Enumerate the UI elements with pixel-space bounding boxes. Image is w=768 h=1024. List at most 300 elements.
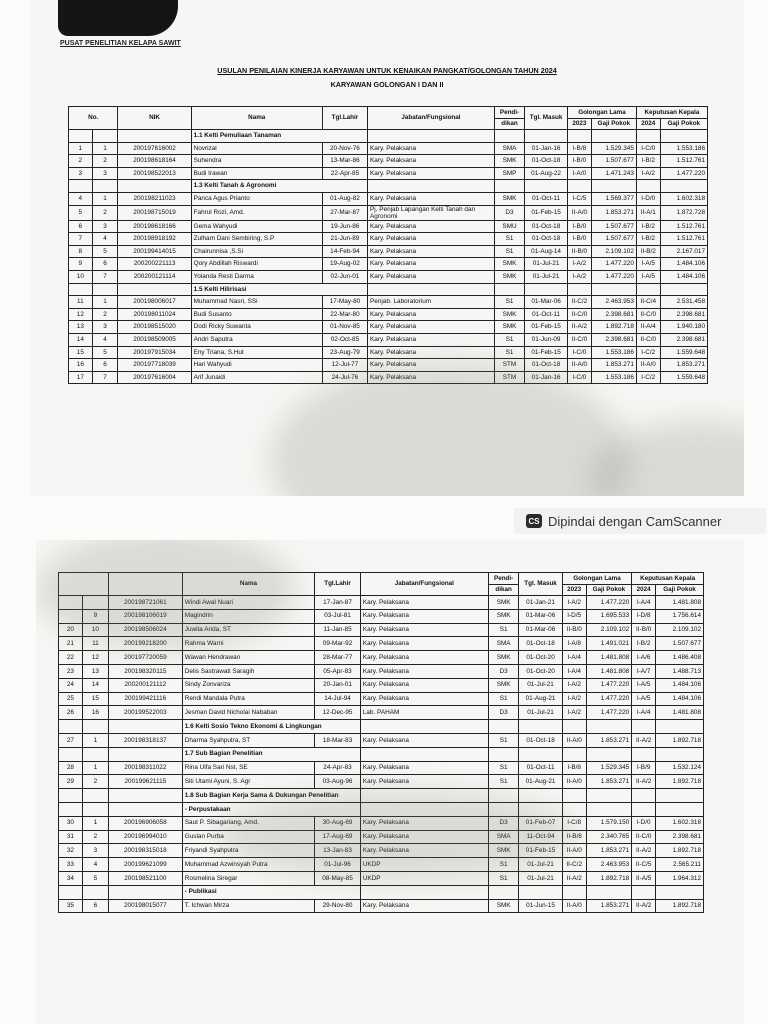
cell-gaji-2023: 1.529.345 [591,142,636,155]
cell-gol-2024: II-B/0 [632,623,656,637]
cell-gol-2023: I-C/0 [568,346,592,359]
cell-pendidikan: D3 [488,706,518,720]
cell-gaji-2023: 2.109.102 [591,245,636,258]
cell-nik: 200198721061 [108,596,182,610]
cell-tgl-masuk: 01-Aug-14 [525,245,568,258]
cell-gaji-2024: 1.484.106 [660,270,707,283]
cell-nama: Novrizal [191,142,322,155]
empty-cell [494,130,524,143]
cell-gol-2023: I-B/0 [568,220,592,233]
cell-tgl-lahir: 19-Aug-02 [322,258,367,271]
cell-no: 27 [59,733,83,747]
cell-gaji-2024: 1.481.808 [656,596,704,610]
cell-tgl-masuk: 01-Oct-18 [525,359,568,372]
cell-tgl-lahir: 05-Apr-83 [315,664,361,678]
scanned-page-1 [30,0,744,496]
cell-no: 12 [69,308,93,321]
table-row [59,871,704,885]
empty-cell [488,789,518,803]
header-2023: 2023 [568,118,592,130]
cell-nik: 200198515020 [118,321,191,334]
cell-gol-2024: I-A/5 [632,692,656,706]
cell-gaji-2024: 2.398.681 [660,333,707,346]
cell-gol-2024: I-A/7 [632,664,656,678]
empty-cell [591,180,636,193]
cell-gaji-2024: 1.602.318 [656,816,704,830]
institute-name: PUSAT PENELITIAN KELAPA SAWIT [60,40,181,47]
cell-sub-no: 2 [92,155,118,168]
cell-sub-no: 16 [82,706,108,720]
cell-tgl-masuk: 01-Jul-21 [519,858,562,872]
cell-gol-2023: II-A/2 [568,321,592,334]
cell-nik: 200197616002 [118,142,191,155]
empty-cell [108,747,182,761]
empty-cell [568,283,592,296]
header-gaji-2023: Gaji Pokok [586,584,632,596]
cell-nama: Saut P. Sibagariang, Amd. [182,816,314,830]
cell-tgl-masuk: 01-Aug-22 [525,167,568,180]
cell-pendidikan: S1 [488,761,518,775]
cell-tgl-lahir: 12-Dec-95 [315,706,361,720]
cell-jabatan: Kary. Pelaksana [368,142,495,155]
cell-tgl-lahir: 11-Jan-85 [315,623,361,637]
cell-gol-2024: I-A/4 [632,706,656,720]
cell-nama: Guslan Purba [182,830,314,844]
cell-gaji-2024: 1.559.648 [660,346,707,359]
cell-pendidikan: S1 [494,296,524,309]
section-row [69,180,708,193]
cell-tgl-lahir: 01-Nov-85 [322,321,367,334]
cell-gol-2023: I-C/0 [568,371,592,384]
cell-nik: 200196906058 [108,816,182,830]
cell-gol-2024: I-B/2 [632,637,656,651]
cell-nik: 200198509005 [118,333,191,346]
cell-nik: 200198522013 [118,167,191,180]
cell-nama: Rendi Mandala Putra [182,692,314,706]
empty-cell [562,802,586,816]
cell-sub-no: 14 [82,678,108,692]
cell-no: 10 [69,270,93,283]
cell-no: 16 [69,359,93,372]
table-row [69,308,708,321]
cell-nama: Gema Wahyudi [191,220,322,233]
empty-cell [92,283,118,296]
empty-cell [368,130,495,143]
empty-cell [656,802,704,816]
empty-cell [586,802,632,816]
cell-nik: 200200121112 [108,678,182,692]
cell-sub-no: 1 [82,761,108,775]
header-no: No. [69,107,118,130]
cell-gol-2024: II-B/2 [636,245,660,258]
cell-gaji-2024: 1.892.718 [656,844,704,858]
cell-nama: Dharma Syahputra, ST [182,733,314,747]
cell-sub-no: 13 [82,664,108,678]
cell-gol-2024: I-B/2 [636,155,660,168]
cell-gaji-2023: 1.491.021 [586,637,632,651]
cell-no: 15 [69,346,93,359]
document-subtitle: KARYAWAN GOLONGAN I DAN II [330,80,444,89]
cell-gol-2024: I-A/4 [632,596,656,610]
cell-tgl-lahir: 24-Apr-83 [315,761,361,775]
section-heading: 1.5 Kelti Hilirisasi [191,283,367,296]
cell-gaji-2023: 1.853.271 [586,844,632,858]
header-tgl-lahir: Tgl.Lahir [322,107,367,130]
cell-tgl-masuk: 01-Oct-18 [519,733,562,747]
cell-gol-2024: I-C/0 [636,142,660,155]
table-row [59,651,704,665]
header-golongan-lama: Golongan Lama [562,573,631,585]
cell-no: 24 [59,678,83,692]
cell-tgl-masuk: 01-Mar-06 [519,609,562,623]
cell-gaji-2024: 2.167.017 [660,245,707,258]
camscanner-watermark [514,508,766,534]
cell-jabatan: Kary. Pelaksana [360,692,488,706]
cell-pendidikan: S1 [494,333,524,346]
empty-cell [660,130,707,143]
cell-sub-no: 6 [92,258,118,271]
header-golongan-lama: Golongan Lama [568,107,637,119]
cell-jabatan: Lab. PAHAM [360,706,488,720]
cell-gol-2023: I-B/0 [568,155,592,168]
cell-no: 26 [59,706,83,720]
cell-gol-2024: II-A/2 [632,844,656,858]
cell-no: 23 [59,664,83,678]
empty-cell [656,720,704,734]
empty-cell [488,885,518,899]
cell-nama: Jesman David Nicholai Nababan [182,706,314,720]
table-row [59,664,704,678]
cell-tgl-masuk: 01-Jul-21 [525,270,568,283]
cell-tgl-lahir: 02-Jun-01 [322,270,367,283]
cell-no: 11 [69,296,93,309]
cell-nik: 200197915034 [118,346,191,359]
cell-pendidikan: SMA [488,830,518,844]
table-row [69,155,708,168]
cell-nama: Sindy Zonvariza [182,678,314,692]
cell-gol-2024: I-C/2 [636,371,660,384]
cell-nama: Wawan Hendrawan [182,651,314,665]
cell-gaji-2024: 1.481.808 [656,706,704,720]
cell-jabatan: Kary. Pelaksana [368,155,495,168]
empty-cell [108,885,182,899]
cell-no: 1 [69,142,93,155]
empty-cell [360,802,488,816]
header-tgl-lahir: Tgl.Lahir [315,573,361,596]
section-row [59,789,704,803]
cell-gaji-2023: 2.398.681 [591,333,636,346]
cell-jabatan: Kary. Pelaksana [360,816,488,830]
cell-gaji-2024: 1.756.614 [656,609,704,623]
cell-nik: 200199621115 [108,775,182,789]
cell-tgl-lahir: 21-Jun-89 [322,233,367,246]
cell-gol-2023: II-A/0 [562,775,586,789]
cell-jabatan: Kary. Pelaksana [360,830,488,844]
cell-jabatan: Kary. Pelaksana [368,359,495,372]
empty-cell [568,130,592,143]
empty-cell [82,789,108,803]
cell-gol-2023: I-B/8 [568,142,592,155]
cell-nama: Muhammad Azwinsyah Putra [182,858,314,872]
table-row [59,816,704,830]
section-row [69,130,708,143]
section-row [69,283,708,296]
cell-no: 14 [69,333,93,346]
cell-gol-2023: II-B/8 [562,830,586,844]
cell-sub-no: 5 [82,871,108,885]
cell-jabatan: Kary. Pelaksana [360,664,488,678]
cell-no: 17 [69,371,93,384]
cell-sub-no: 4 [92,333,118,346]
empty-cell [586,720,632,734]
empty-cell [59,720,83,734]
empty-cell [586,747,632,761]
table-row [69,142,708,155]
cell-gaji-2023: 1.507.677 [591,155,636,168]
cell-gaji-2024: 1.507.677 [656,637,704,651]
cell-no: 30 [59,816,83,830]
empty-cell [636,180,660,193]
empty-cell [519,885,562,899]
cell-gol-2023: I-A/2 [562,692,586,706]
empty-cell [59,789,83,803]
cell-tgl-lahir: 01-Aug-82 [322,192,367,205]
empty-cell [636,130,660,143]
empty-cell [519,720,562,734]
cell-no: 2 [69,155,93,168]
cell-nama: Friyandi Syahputra [182,844,314,858]
cell-sub-no: 11 [82,637,108,651]
empty-cell [360,720,488,734]
table-row [69,321,708,334]
cell-gol-2024: I-D/8 [632,609,656,623]
empty-cell [562,720,586,734]
cell-gaji-2023: 1.853.271 [586,733,632,747]
cell-jabatan: Kary. Pelaksana [360,761,488,775]
cell-gol-2024: I-C/2 [636,346,660,359]
empty-cell [591,130,636,143]
empty-cell [632,720,656,734]
section-heading: 1.6 Kelti Sosio Tekno Ekonomi & Lingkungan [182,720,360,734]
section-row [59,747,704,761]
cell-nik: 200199621099 [108,858,182,872]
cell-no: 22 [59,651,83,665]
cell-gol-2024: II-A/2 [632,775,656,789]
cell-gaji-2023: 2.463.953 [586,858,632,872]
cell-gaji-2024: 2.531.458 [660,296,707,309]
cell-jabatan: Kary. Pelaksana [368,321,495,334]
cell-nama: Andri Saputra [191,333,322,346]
cell-nik: 200198015077 [108,899,182,913]
cell-gol-2023: I-A/4 [562,651,586,665]
cell-no: 3 [69,167,93,180]
empty-cell [632,789,656,803]
cell-sub-no: 3 [92,321,118,334]
cell-tgl-lahir: 22-Apr-85 [322,167,367,180]
cell-nik: 200198521100 [108,871,182,885]
cell-tgl-lahir: 22-Mar-80 [322,308,367,321]
cell-gol-2023: I-D/5 [562,609,586,623]
cell-pendidikan: STM [494,371,524,384]
table-row [59,637,704,651]
cell-nik: 200198320115 [108,664,182,678]
table-row [69,233,708,246]
cell-nik: 200198715019 [118,205,191,220]
empty-cell [562,747,586,761]
header-nama: Nama [191,107,322,130]
cell-sub-no: 10 [82,623,108,637]
header-tgl-masuk: Tgl. Masuk [525,107,568,130]
cell-jabatan: Kary. Pelaksana [368,192,495,205]
cell-nik: 200198315018 [108,844,182,858]
cell-gaji-2023: 1.477.220 [586,692,632,706]
cell-gaji-2023: 1.553.186 [591,371,636,384]
cell-gol-2024: I-B/2 [636,233,660,246]
cell-nama: Delis Sastrawati Saragih [182,664,314,678]
header-2024: 2024 [632,584,656,596]
cell-gol-2023: I-A/8 [562,637,586,651]
cell-gol-2023: I-A/2 [562,678,586,692]
empty-cell [488,747,518,761]
empty-cell [656,789,704,803]
table-header-2 [59,573,704,596]
cell-no: 25 [59,692,83,706]
empty-cell [660,283,707,296]
cell-jabatan: Kary. Pelaksana [368,346,495,359]
cell-gol-2023: II-A/0 [568,205,592,220]
header-keputusan-kepala: Keputusan Kepala [636,107,707,119]
cell-tgl-masuk: 01-Jan-16 [525,142,568,155]
empty-cell [69,180,93,193]
cell-tgl-masuk: 11-Oct-94 [519,830,562,844]
header-jabatan: Jabatan/Fungsional [360,573,488,596]
cell-pendidikan: SMK [494,308,524,321]
cell-tgl-masuk: 01-Jul-21 [525,258,568,271]
header-keputusan-kepala: Keputusan Kepala [632,573,704,585]
cell-nama: T. Ichwan Mirza [182,899,314,913]
header-tgl-masuk: Tgl. Masuk [519,573,562,596]
cell-sub-no: 5 [92,245,118,258]
cell-tgl-masuk: 01-Oct-18 [525,155,568,168]
cell-pendidikan: S1 [488,858,518,872]
header-2024: 2024 [636,118,660,130]
table-row [59,844,704,858]
cell-no: 21 [59,637,83,651]
header-no [59,573,109,596]
cell-nik: 200198106019 [108,609,182,623]
table-row [69,167,708,180]
cell-gol-2024: II-A/5 [632,871,656,885]
cell-gaji-2023: 1.892.718 [586,871,632,885]
cell-gaji-2023: 2.398.681 [591,308,636,321]
empty-cell [586,789,632,803]
cell-gol-2023: II-B/0 [562,623,586,637]
cell-tgl-masuk: 01-Jul-21 [519,678,562,692]
cell-nama: Eny Triana, S.Hut [191,346,322,359]
empty-cell [586,885,632,899]
cell-pendidikan: SMA [494,142,524,155]
cell-gol-2023: II-C/0 [568,333,592,346]
cell-pendidikan: S1 [488,733,518,747]
empty-cell [108,720,182,734]
cell-no [59,609,83,623]
cell-pendidikan: SMK [494,270,524,283]
cell-tgl-lahir: 17-Jan-87 [315,596,361,610]
cell-gol-2024: II-A/2 [632,899,656,913]
cell-sub-no: 7 [92,371,118,384]
cell-tgl-masuk: 01-Feb-15 [525,346,568,359]
cell-gol-2024: II-A/4 [636,321,660,334]
cell-tgl-masuk: 01-Oct-11 [525,192,568,205]
empty-cell [660,180,707,193]
table-row [69,192,708,205]
cell-nama: Rina Ulfa Sari Nst, SE [182,761,314,775]
cell-gol-2023: II-A/0 [562,899,586,913]
cell-pendidikan: SMK [488,844,518,858]
empty-cell [632,802,656,816]
table-body-1 [69,130,708,384]
section-heading: - Perpustakaan [182,802,360,816]
cell-jabatan: Kary. Pelaksana [360,651,488,665]
cell-nama: Rahma Warni [182,637,314,651]
cell-pendidikan: S1 [488,775,518,789]
cell-tgl-masuk: 01-Oct-18 [525,220,568,233]
table-row [69,346,708,359]
cell-gol-2023: II-C/0 [568,308,592,321]
cell-gaji-2024: 1.477.220 [660,167,707,180]
cell-no: 33 [59,858,83,872]
cell-sub-no: 9 [82,609,108,623]
table-row [59,899,704,913]
cell-jabatan: UKDP [360,871,488,885]
empty-cell [108,802,182,816]
cell-nik: 200199218200 [108,637,182,651]
header-pendi: Pendi- [488,573,518,585]
cell-nik: 200198318137 [108,733,182,747]
cell-jabatan: Kary. Pelaksana [360,733,488,747]
header-gaji-2024: Gaji Pokok [660,118,707,130]
cell-pendidikan: D3 [494,205,524,220]
cell-tgl-masuk: 01-Aug-21 [519,692,562,706]
cell-pendidikan: D3 [488,664,518,678]
cell-gol-2023: I-B/0 [568,233,592,246]
cell-sub-no: 2 [82,775,108,789]
cell-gaji-2023: 1.477.220 [591,258,636,271]
cell-gaji-2024: 1.532.124 [656,761,704,775]
section-heading: 1.8 Sub Bagian Kerja Sama & Dukungan Penelitian [182,789,360,803]
cell-sub-no: 1 [92,296,118,309]
cell-jabatan: Kary. Pelaksana [368,167,495,180]
cell-nik: 200198011024 [118,308,191,321]
cell-no: 34 [59,871,83,885]
empty-cell [525,283,568,296]
cell-no: 13 [69,321,93,334]
cell-pendidikan: SMU [494,220,524,233]
cell-gaji-2023: 1.481.808 [586,651,632,665]
cell-sub-no [82,596,108,610]
cell-no: 8 [69,245,93,258]
cell-gol-2024: I-A/5 [636,270,660,283]
cell-pendidikan: SMK [494,321,524,334]
cell-pendidikan: SMK [488,899,518,913]
cell-jabatan: Kary. Pelaksana [368,245,495,258]
table-row [69,220,708,233]
empty-cell [636,283,660,296]
cell-sub-no: 15 [82,692,108,706]
empty-cell [568,180,592,193]
cell-tgl-masuk: 01-Jul-21 [519,871,562,885]
cell-sub-no: 3 [92,167,118,180]
